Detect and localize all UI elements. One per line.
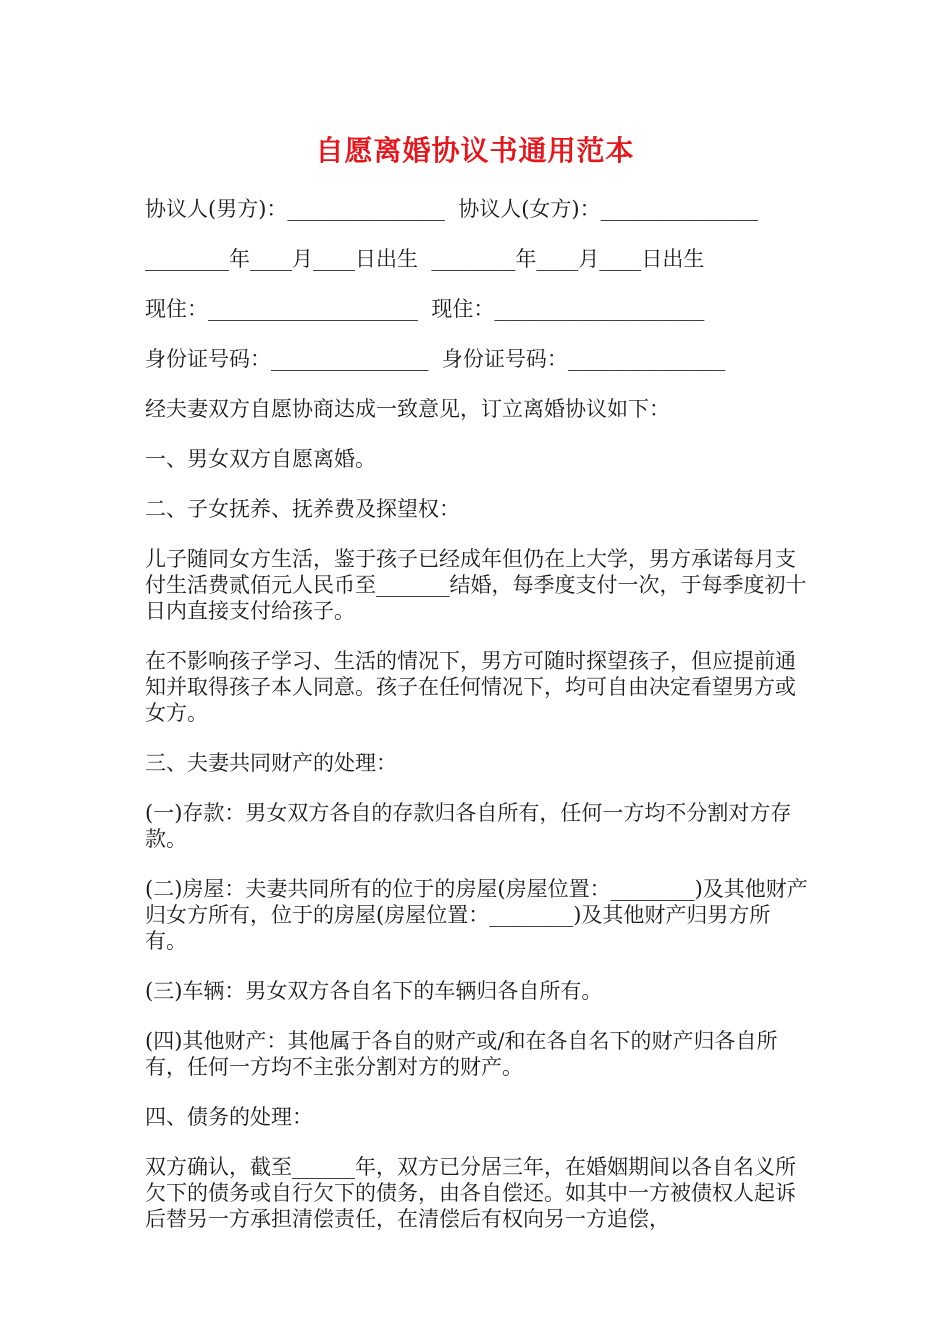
party-names-line: 协议人(男方)：_______________ 协议人(女方)：_______________ [145,197,759,221]
clause-1: 一、男女双方自愿离婚。 [145,447,376,471]
vehicles-item: (三)车辆：男女双方各自名下的车辆归各自所有。 [145,979,603,1003]
deposits-item: (一)存款：男女双方各自的存款归各自所有，任何一方均不分割对方存款。 [145,801,792,851]
housing-item: (二)房屋：夫妻共同所有的位于的房屋(房屋位置：________)及其他财产归女方所有，位于的房屋(房屋位置：________)及其他财产归男方所有。 [145,877,808,953]
clause-3-heading: 三、夫妻共同财产的处理： [145,751,397,775]
id-number-line: 身份证号码：_______________ 身份证号码：_______________ [145,347,726,371]
debt-paragraph: 双方确认，截至______年，双方已分居三年，在婚姻期间以各自名义所欠下的债务或自行欠下的债务，由各自偿还。如其中一方被债权人起诉后替另一方承担清偿责任，在清偿后有权向另一方追偿， [145,1155,796,1231]
child-support-paragraph: 儿子随同女方生活，鉴于孩子已经成年但仍在上大学，男方承诺每月支付生活费贰佰元人民币至_______结婚，每季度支付一次，于每季度初十日内直接支付给孩子。 [145,547,807,623]
birth-dates-line: ________年____月____日出生 ________年____月____日出生 [145,247,705,271]
agreement-intro: 经夫妻双方自愿协商达成一致意见，订立离婚协议如下： [145,397,670,421]
clause-2-heading: 二、子女抚养、抚养费及探望权： [145,497,460,521]
clause-4-heading: 四、债务的处理： [145,1105,313,1129]
address-line: 现住：____________________ 现住：____________________ [145,297,705,321]
visitation-paragraph: 在不影响孩子学习、生活的情况下，男方可随时探望孩子，但应提前通知并取得孩子本人同意。孩子在任何情况下，均可自由决定看望男方或女方。 [145,649,796,725]
document-body [145,196,810,1256]
document-title: 自愿离婚协议书通用范本 [315,134,635,167]
other-property-item: (四)其他财产：其他属于各自的财产或/和在各自名下的财产归各自所有，任何一方均不主张分割对方的财产。 [145,1029,778,1079]
